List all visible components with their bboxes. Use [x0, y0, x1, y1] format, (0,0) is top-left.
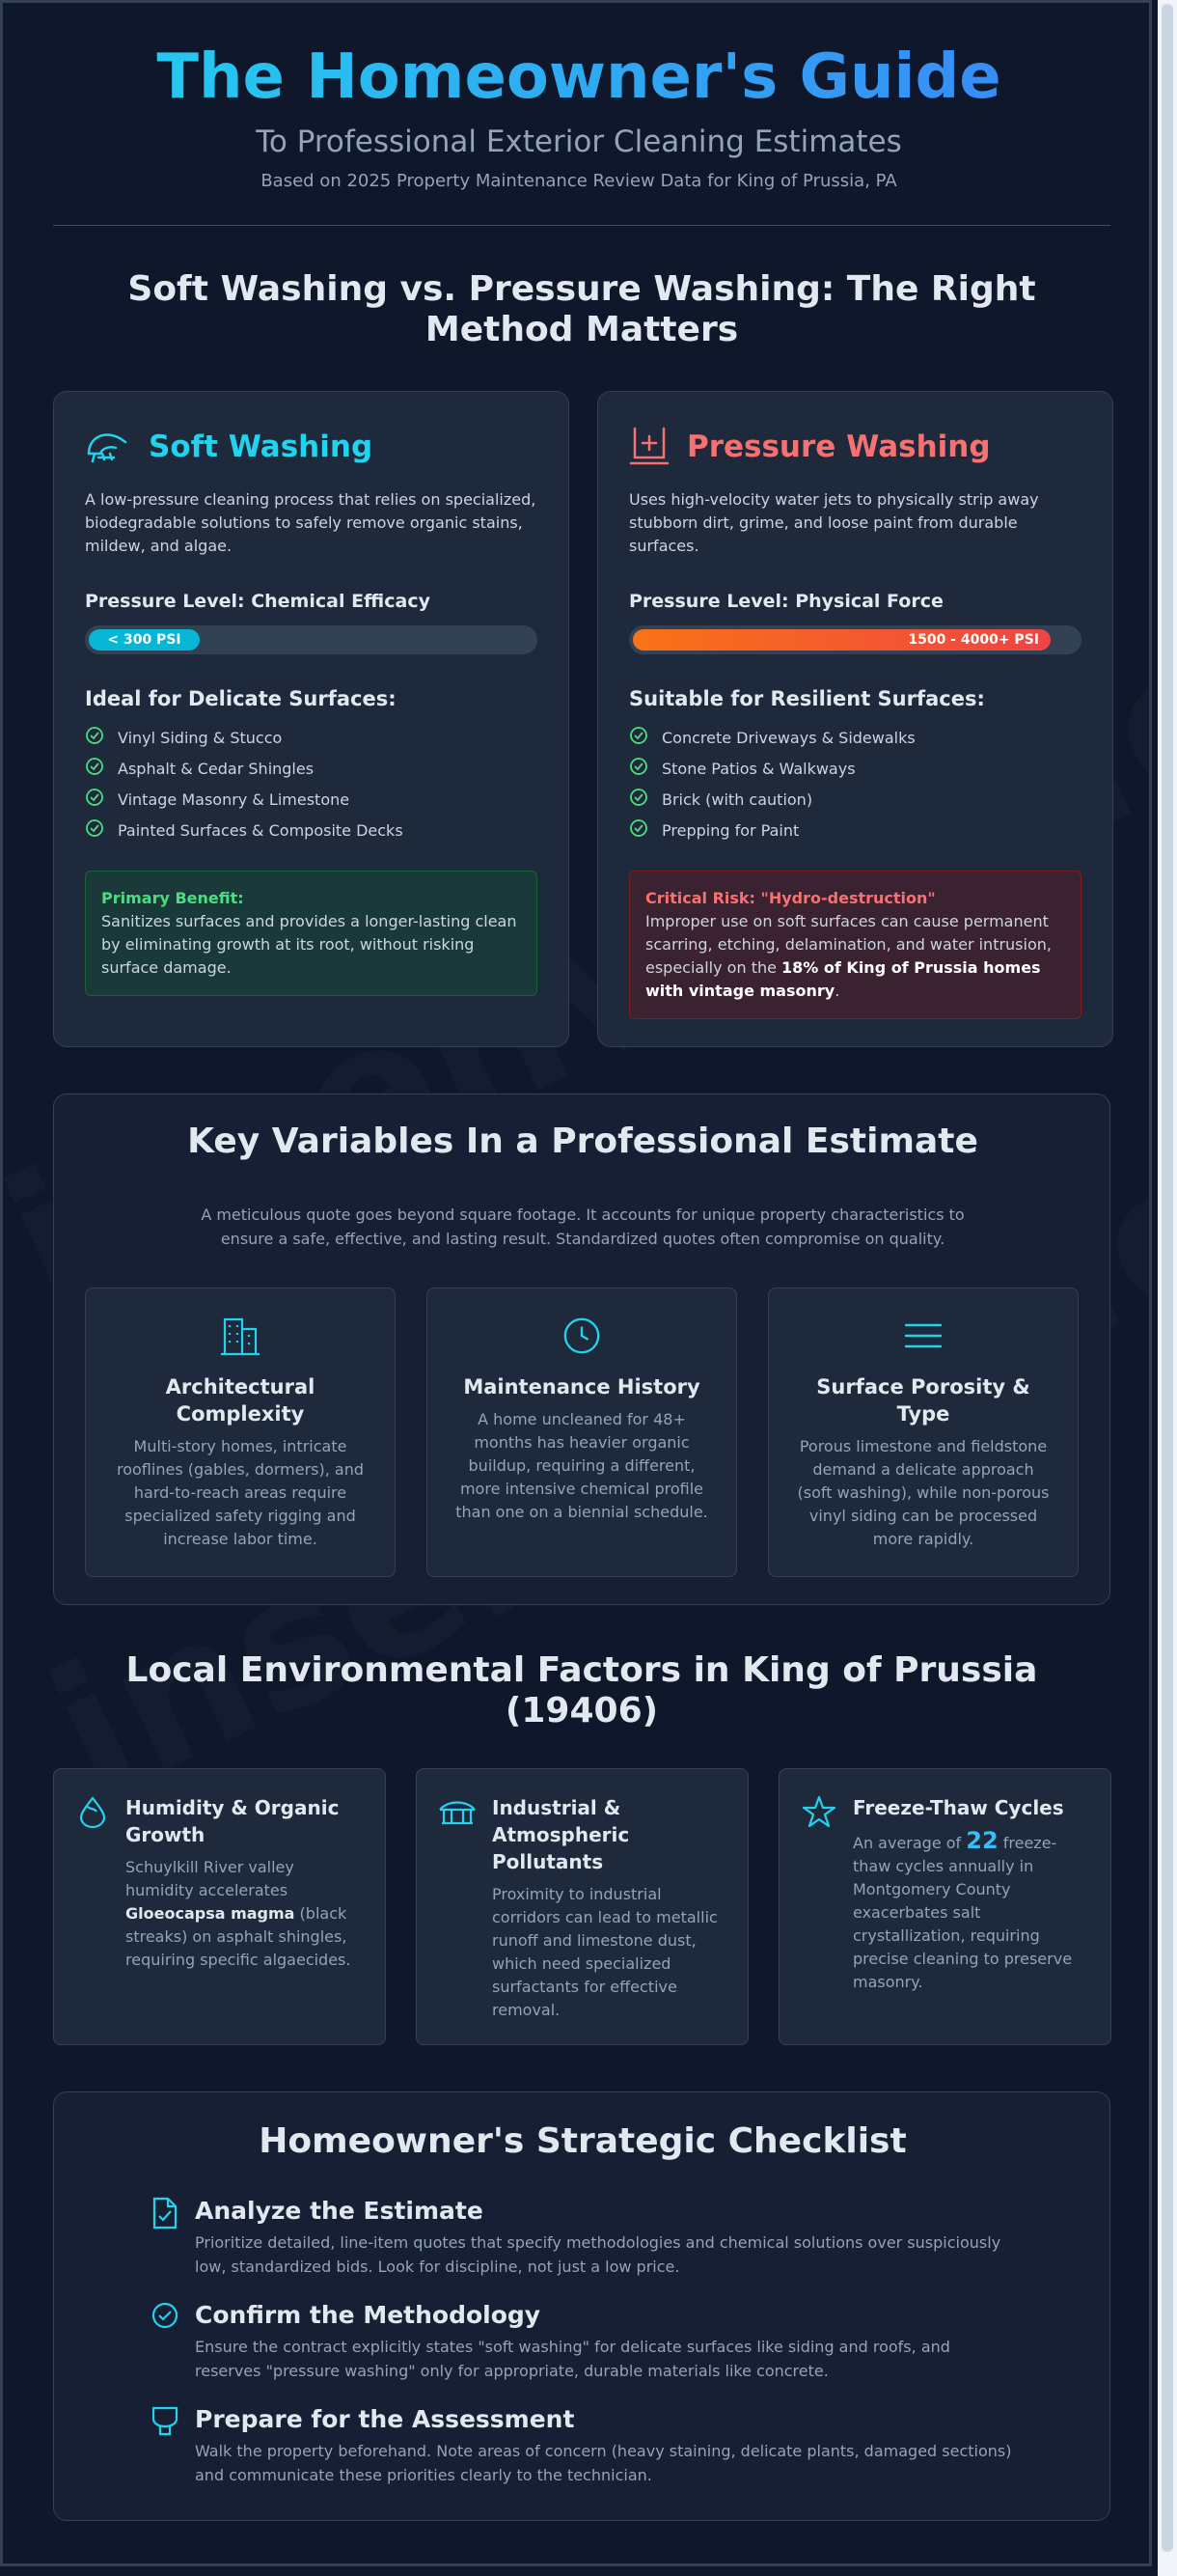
list-item-label: Stone Patios & Walkways: [662, 759, 856, 778]
layers-icon: [902, 1342, 944, 1360]
soft-pressure-label: Pressure Level: Chemical Efficacy: [85, 591, 430, 612]
list-item: [85, 722, 537, 753]
strategic-checklist-card: [53, 2091, 1110, 2521]
list-item-label: Vintage Masonry & Limestone: [118, 789, 350, 809]
env-desc-highlight: Gloeocapsa magma: [125, 1904, 295, 1923]
list-item: [629, 815, 1081, 845]
soft-pressure-fill: [89, 629, 200, 651]
freeze-thaw-stat: 22: [966, 1827, 999, 1854]
pressure-pressure-fill: [633, 629, 1051, 651]
soft-washing-title: Soft Washing: [149, 429, 373, 464]
soft-list-title: Ideal for Delicate Surfaces:: [85, 687, 397, 710]
droplet-icon: [75, 1794, 110, 2019]
check-icon: [629, 726, 648, 749]
variable-maintenance-history: [426, 1288, 737, 1577]
step-name: Analyze the Estimate: [195, 2197, 483, 2225]
step-description: Prioritize detailed, line-item quotes that specify methodologies and chemical solutions over suspiciously low, standardized bids. Look for discipline, not just a low price.: [195, 2233, 1001, 2276]
environment-section-title: Local Environmental Factors in King of Prussia (19406): [125, 1650, 1038, 1731]
list-item: [85, 784, 537, 815]
env-desc-start: Schuylkill River valley humidity accelerates: [125, 1858, 294, 1899]
page-header: [3, 42, 1152, 191]
pressure-gauge-icon: [629, 425, 670, 469]
check-icon: [85, 757, 104, 780]
variable-description: Porous limestone and fieldstone demand a delicate approach (soft washing), while non-porous vinyl siding can be processed more rapidly.: [797, 1437, 1050, 1548]
pressure-pressure-value: 1500 - 4000+ PSI: [908, 632, 1039, 648]
document-check-icon: [151, 2197, 179, 2279]
env-desc-end: (black streaks) on asphalt shingles, requiring specific algaecides.: [125, 1904, 351, 1969]
check-icon: [85, 818, 104, 842]
checklist-step-analyze: [151, 2197, 1019, 2279]
variable-architectural-complexity: [85, 1288, 396, 1577]
spray-icon: [85, 425, 131, 469]
check-icon: [629, 818, 648, 842]
key-variables-intro: A meticulous quote goes beyond square footage. It accounts for unique property characteristics to ensure a safe, effective, and lasting result. Standardized quotes often compromise on quality.: [201, 1205, 965, 1248]
callout-text: Sanitizes surfaces and provides a longer-lasting clean by eliminating growth at its root, without risking surface damage.: [101, 912, 517, 977]
pressure-list-title: Suitable for Resilient Surfaces:: [629, 687, 985, 710]
soft-benefit-callout: [85, 871, 537, 996]
check-icon: [629, 788, 648, 811]
bucket-icon: [151, 2405, 179, 2487]
variable-name: Surface Porosity & Type: [816, 1375, 1030, 1426]
list-item: [85, 753, 537, 784]
list-item-label: Concrete Driveways & Sidewalks: [662, 728, 916, 747]
callout-title: Primary Benefit:: [101, 889, 244, 907]
step-description: Ensure the contract explicitly states "soft washing" for delicate surfaces like siding and roofs, and reserves "pressure washing" only for appropriate, durable materials like concrete.: [195, 2338, 950, 2380]
soft-pressure-value: < 300 PSI: [107, 632, 181, 648]
env-name: Humidity & Organic Growth: [125, 1796, 340, 1846]
check-icon: [629, 757, 648, 780]
header-divider: [53, 225, 1110, 226]
callout-text-end: .: [835, 982, 840, 1000]
pressure-washing-card: [597, 391, 1113, 1047]
list-item-label: Brick (with caution): [662, 789, 813, 809]
list-item: [85, 815, 537, 845]
snowflake-icon: [801, 1794, 837, 2019]
check-icon: [85, 726, 104, 749]
env-pollutants: [416, 1768, 749, 2045]
variable-name: Maintenance History: [463, 1375, 700, 1399]
soft-washing-description: A low-pressure cleaning process that relies on specialized, biodegradable solutions to safely remove organic stains, mildew, and algae.: [85, 490, 536, 555]
list-item: [629, 722, 1081, 753]
env-description: Proximity to industrial corridors can lead to metallic runoff and limestone dust, which need specialized surfactants for effective removal.: [492, 1885, 718, 2019]
pressure-washing-description: Uses high-velocity water jets to physically strip away stubborn dirt, grime, and loose paint from durable surfaces.: [629, 490, 1039, 555]
step-description: Walk the property beforehand. Note areas of concern (heavy staining, delicate plants, damaged sections) and communicate these priorities clearly to the technician.: [195, 2442, 1012, 2484]
variable-name: Architectural Complexity: [165, 1375, 315, 1426]
checklist-step-confirm: [151, 2301, 1019, 2383]
env-name: Industrial & Atmospheric Pollutants: [492, 1796, 630, 1873]
pressure-surface-list: [629, 722, 1081, 845]
soft-pressure-bar: [85, 625, 537, 654]
list-item-label: Asphalt & Cedar Shingles: [118, 759, 315, 778]
env-freeze-thaw: [779, 1768, 1111, 2045]
list-item-label: Prepping for Paint: [662, 820, 800, 840]
pressure-washing-title: Pressure Washing: [687, 429, 991, 464]
factory-icon: [438, 1794, 477, 2019]
list-item: [629, 784, 1081, 815]
env-description: [125, 1856, 364, 1972]
callout-title: Critical Risk: "Hydro-destruction": [645, 889, 936, 907]
step-name: Prepare for the Assessment: [195, 2405, 575, 2433]
methods-section-title: Soft Washing vs. Pressure Washing: The Right Method Matters: [127, 269, 1036, 349]
checklist-step-prepare: [151, 2405, 1019, 2487]
building-icon: [219, 1342, 261, 1360]
pressure-pressure-bar: [629, 625, 1081, 654]
pressure-pressure-label: Pressure Level: Physical Force: [629, 591, 944, 612]
soft-washing-card: [53, 391, 569, 1047]
env-desc-end: freeze-thaw cycles annually in Montgomery County exacerbates salt crystallization, requiring precise cleaning to preserve masonry.: [853, 1834, 1073, 1991]
key-variables-card: [53, 1094, 1110, 1605]
check-icon: [85, 788, 104, 811]
variable-surface-porosity: [768, 1288, 1079, 1577]
variable-description: Multi-story homes, intricate rooflines (gables, dormers), and hard-to-reach areas require specialized safety rigging and increase labor time.: [117, 1437, 364, 1548]
page-scrollbar[interactable]: [1158, 0, 1177, 2576]
env-description: [853, 1829, 1089, 1994]
soft-surface-list: [85, 722, 537, 845]
check-circle-icon: [151, 2301, 179, 2383]
callout-text-highlight: 18% of King of Prussia homes with vintage masonry: [645, 958, 1041, 1000]
checklist-title: Homeowner's Strategic Checklist: [259, 2121, 907, 2161]
list-item-label: Painted Surfaces & Composite Decks: [118, 820, 403, 840]
callout-text-start: Improper use on soft surfaces can cause permanent scarring, etching, delamination, and water intrusion, especially on the: [645, 912, 1052, 977]
env-humidity: [53, 1768, 386, 2045]
page-subtitle: To Professional Exterior Cleaning Estimates: [256, 125, 902, 159]
variable-description: A home uncleaned for 48+ months has heavier organic buildup, requiring a different, more intensive chemical profile than one on a biennial schedule.: [455, 1410, 708, 1521]
key-variables-title: Key Variables In a Professional Estimate: [187, 1122, 978, 1161]
env-name: Freeze-Thaw Cycles: [853, 1796, 1064, 1819]
clock-icon: [561, 1342, 603, 1360]
scrollbar-thumb[interactable]: [1162, 4, 1173, 2552]
pressure-risk-callout: [629, 871, 1081, 1019]
page-title: The Homeowner's Guide: [3, 42, 1152, 113]
list-item: [629, 753, 1081, 784]
step-name: Confirm the Methodology: [195, 2301, 541, 2329]
env-desc-start: An average of: [853, 1834, 967, 1852]
page-byline: Based on 2025 Property Maintenance Review Data for King of Prussia, PA: [260, 171, 897, 191]
list-item-label: Vinyl Siding & Stucco: [118, 728, 283, 747]
callout-text: [645, 910, 1065, 1003]
